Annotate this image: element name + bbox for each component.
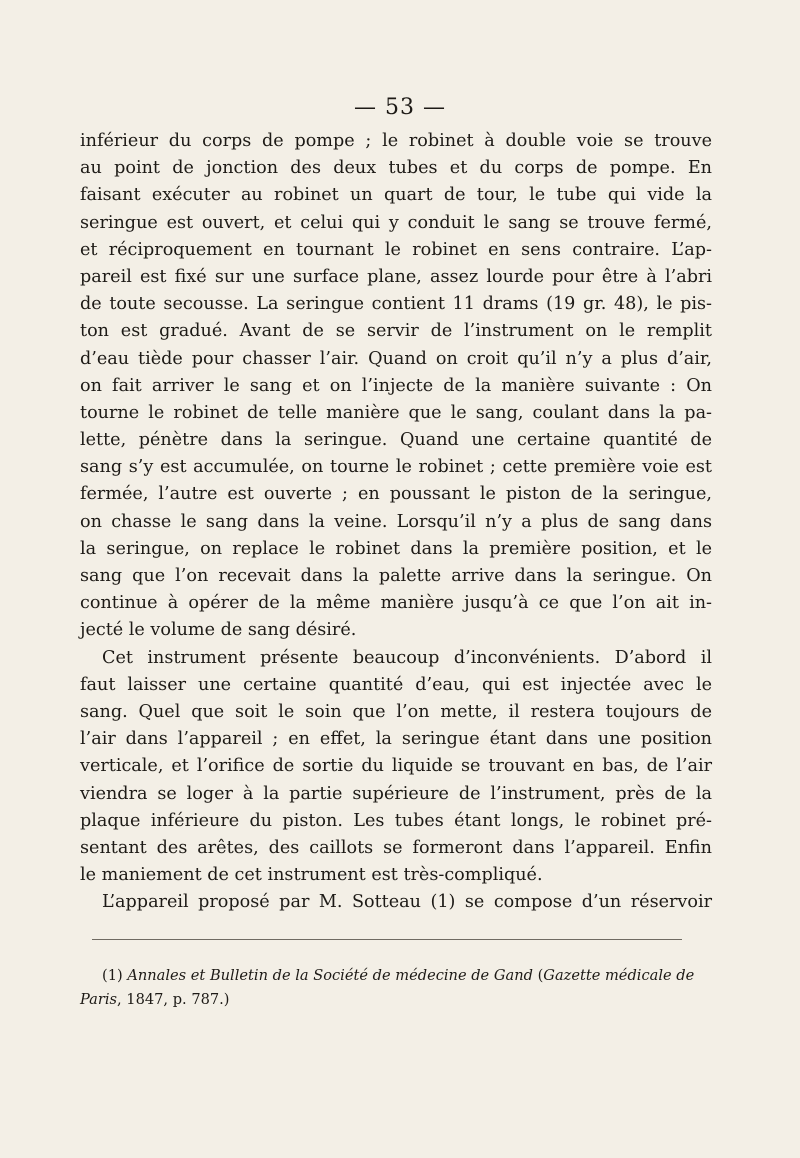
text-line: plaque inférieure du piston. Les tubes étant longs, le robinet pré- bbox=[80, 810, 712, 831]
text-line: de toute secousse. La seringue contient 11 drams (19 gr. 48), le pis- bbox=[80, 294, 712, 315]
text-line: sang s’y est accumulée, on tourne le robinet ; cette première voie est bbox=[80, 457, 712, 478]
text-line: on fait arriver le sang et on l’injecte de la manière suivante : On bbox=[80, 375, 712, 396]
text-line: pareil est fixé sur une surface plane, assez lourde pour être à l’abri bbox=[80, 266, 712, 287]
text-line: et réciproquement en tournant le robinet en sens contraire. L’ap- bbox=[80, 239, 712, 260]
footnote-marker: (1) bbox=[102, 967, 123, 984]
text-line: sang que l’on recevait dans la palette arrive dans la seringue. On bbox=[80, 566, 712, 586]
text-line: le maniement de cet instrument est très-compliqué. bbox=[80, 865, 543, 886]
text-line: sang. Quel que soit le soin que l’on mette, il restera toujours de bbox=[80, 701, 712, 722]
footnote-details: , 1847, p. 787.) bbox=[117, 991, 230, 1008]
text-line: d’eau tiède pour chasser l’air. Quand on croit qu’il n’y a plus d’air, bbox=[80, 348, 712, 369]
footnote-journal-place: Paris bbox=[80, 991, 117, 1008]
text-line: faisant exécuter au robinet un quart de tour, le tube qui vide la bbox=[80, 185, 712, 206]
text-line: au point de jonction des deux tubes et du corps de pompe. En bbox=[80, 158, 712, 179]
body-text bbox=[80, 128, 712, 916]
footnote-line bbox=[80, 988, 712, 1012]
text-line: on chasse le sang dans la veine. Lorsqu’il n’y a plus de sang dans bbox=[80, 511, 712, 532]
text-line: viendra se loger à la partie supérieure de l’instrument, près de la bbox=[80, 783, 712, 804]
footnote-line bbox=[80, 964, 712, 988]
text-line: inférieur du corps de pompe ; le robinet à double voie se trouve bbox=[80, 131, 712, 151]
text-line: faut laisser une certaine quantité d’eau, qui est injectée avec le bbox=[80, 674, 712, 695]
footnote-paren: ( bbox=[537, 967, 544, 984]
footnote-title: Annales et Bulletin de la Société de médecine de Gand bbox=[127, 967, 533, 984]
text-line: sentant des arêtes, des caillots se formeront dans l’appareil. Enfin bbox=[80, 837, 712, 858]
text-line: ton est gradué. Avant de se servir de l’instrument on le remplit bbox=[80, 321, 712, 342]
text-line: jecté le volume de sang désiré. bbox=[80, 620, 357, 641]
text-line: tourne le robinet de telle manière que le sang, coulant dans la pa- bbox=[80, 402, 712, 423]
text-line: l’air dans l’appareil ; en effet, la seringue étant dans une position bbox=[80, 729, 712, 750]
page-number: — 53 — bbox=[354, 95, 446, 120]
footnote-journal: Gazette médicale de bbox=[543, 967, 695, 984]
paragraph-start-line: L’appareil proposé par M. Sotteau (1) se compose d’un réservoir bbox=[102, 892, 712, 913]
text-line: continue à opérer de la même manière jusqu’à ce que l’on ait in- bbox=[80, 593, 712, 614]
paragraph-start-line: Cet instrument présente beaucoup d’inconvénients. D’abord il bbox=[102, 647, 712, 668]
text-line: seringue est ouvert, et celui qui y conduit le sang se trouve fermé, bbox=[80, 212, 712, 233]
footnote bbox=[80, 964, 712, 1012]
text-line: lette, pénètre dans la seringue. Quand une certaine quantité de bbox=[80, 430, 712, 451]
text-line: la seringue, on replace le robinet dans la première position, et le bbox=[80, 538, 712, 559]
text-line: verticale, et l’orifice de sortie du liquide se trouvant en bas, de l’air bbox=[80, 756, 712, 777]
text-line: fermée, l’autre est ouverte ; en poussant le piston de la seringue, bbox=[80, 484, 712, 505]
footnote-divider bbox=[92, 939, 682, 940]
